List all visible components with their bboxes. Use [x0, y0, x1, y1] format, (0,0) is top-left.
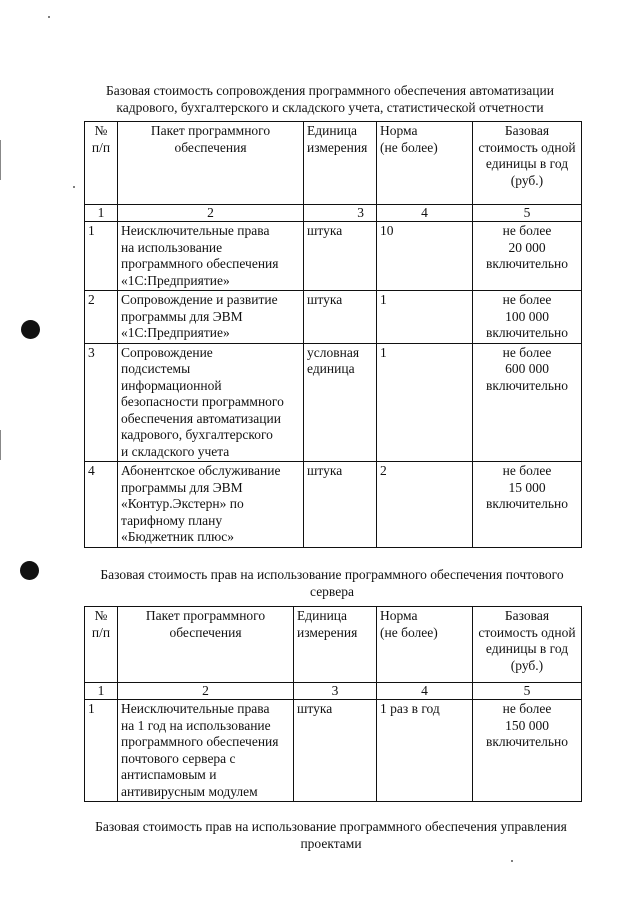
punch-hole — [20, 561, 39, 580]
row-number: 4 — [85, 462, 118, 548]
section-heading: Базовая стоимость прав на использование программного обеспечения управления проектами — [95, 819, 567, 851]
column-header-unit: Единица измерения — [294, 607, 377, 683]
scan-edge-mark — [0, 430, 1, 460]
row-norm: 1 раз в год — [377, 700, 473, 802]
scan-speck — [73, 186, 75, 188]
row-package: Неисключительные права на использование программного обеспечения «1С:Предприятие» — [118, 222, 304, 291]
table-row — [85, 462, 582, 548]
row-unit: штука — [304, 462, 377, 548]
column-number: 5 — [473, 205, 582, 222]
column-number: 1 — [85, 205, 118, 222]
column-header-cost: Базовая стоимость одной единицы в год (руб.) — [473, 122, 582, 205]
table-header-row — [85, 122, 582, 205]
row-number: 2 — [85, 291, 118, 344]
row-cost: не более 600 000 включительно — [473, 343, 582, 462]
row-number: 1 — [85, 700, 118, 802]
table-row — [85, 222, 582, 291]
row-package: Неисключительные права на 1 год на использование программного обеспечения почтового сервера с антиспамовым и антивирусным модулем — [118, 700, 294, 802]
row-unit: условная единица — [304, 343, 377, 462]
row-unit: штука — [304, 291, 377, 344]
column-header-cost: Базовая стоимость одной единицы в год (руб.) — [473, 607, 582, 683]
column-number: 3 — [294, 683, 377, 700]
column-number: 2 — [118, 683, 294, 700]
base-cost-table — [84, 121, 582, 548]
table-row — [85, 343, 582, 462]
column-number: 4 — [377, 683, 473, 700]
row-norm: 2 — [377, 462, 473, 548]
table-row — [85, 700, 582, 802]
column-number: 3 — [304, 205, 377, 222]
column-header-norm: Норма (не более) — [377, 607, 473, 683]
column-number: 2 — [118, 205, 304, 222]
row-number: 3 — [85, 343, 118, 462]
scan-speck — [48, 16, 50, 18]
column-number-row — [85, 683, 582, 700]
column-header-number: № п/п — [85, 122, 118, 205]
column-header-package: Пакет программного обеспечения — [118, 122, 304, 205]
row-unit: штука — [304, 222, 377, 291]
column-number: 1 — [85, 683, 118, 700]
punch-hole — [21, 320, 40, 339]
section-heading: Базовая стоимость прав на использование программного обеспечения почтового сервера — [100, 567, 564, 599]
row-package: Абонентское обслуживание программы для ЭВМ «Контур.Экстерн» по тарифному плану «Бюджетник плюс» — [118, 462, 304, 548]
row-number: 1 — [85, 222, 118, 291]
row-norm: 1 — [377, 343, 473, 462]
table-header-row — [85, 607, 582, 683]
column-number: 5 — [473, 683, 582, 700]
row-cost: не более 100 000 включительно — [473, 291, 582, 344]
row-norm: 1 — [377, 291, 473, 344]
table-row — [85, 291, 582, 344]
scan-edge-mark — [0, 140, 1, 180]
scan-speck — [511, 860, 513, 862]
row-package: Сопровождение подсистемы информационной безопасности программного обеспечения автоматизации кадрового, бухгалтерского и складского учета — [118, 343, 304, 462]
column-header-number: № п/п — [85, 607, 118, 683]
row-cost: не более 15 000 включительно — [473, 462, 582, 548]
column-header-unit: Единица измерения — [304, 122, 377, 205]
section-heading: Базовая стоимость сопровождения программного обеспечения автоматизации кадрового, бухгалтерского и складского учета, статистической отчетности — [106, 83, 554, 115]
column-header-norm: Норма (не более) — [377, 122, 473, 205]
row-package: Сопровождение и развитие программы для ЭВМ «1С:Предприятие» — [118, 291, 304, 344]
mail-server-cost-table — [84, 606, 582, 802]
row-unit: штука — [294, 700, 377, 802]
row-norm: 10 — [377, 222, 473, 291]
column-header-package: Пакет программного обеспечения — [118, 607, 294, 683]
column-number-row — [85, 205, 582, 222]
row-cost: не более 150 000 включительно — [473, 700, 582, 802]
column-number: 4 — [377, 205, 473, 222]
row-cost: не более 20 000 включительно — [473, 222, 582, 291]
